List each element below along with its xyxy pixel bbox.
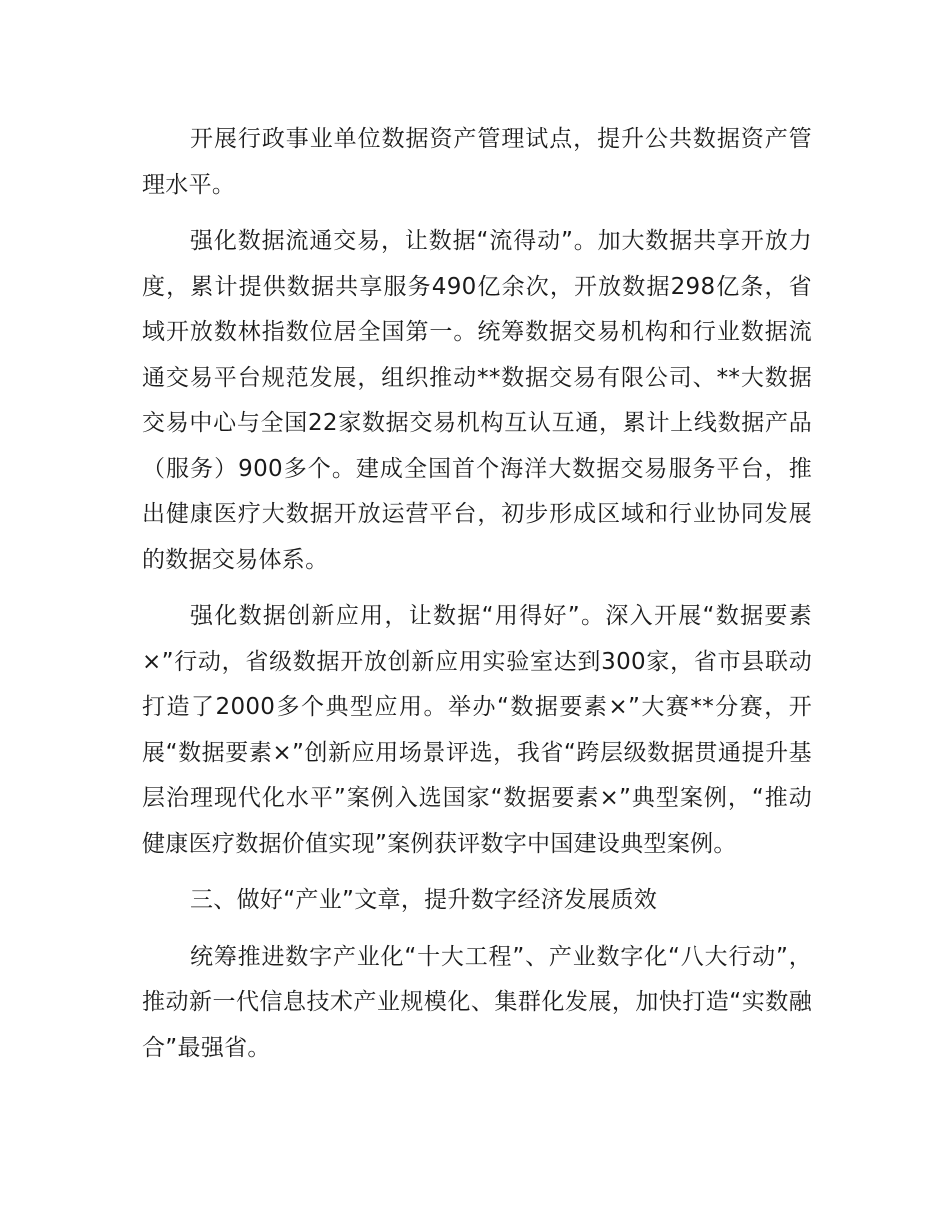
paragraph-data-innovation: 强化数据创新应用，让数据“用得好”。深入开展“数据要素×”行动，省级数据开放创新应用实验室达到300家，省市县联动打造了2000多个典型应用。举办“数据要素×”大赛**分赛，开展“数据要素×”创新应用场景评选，我省“跨层级数据贯通提升基层治理现代化水平”案例入选国家“数据要素×”典型案例，“推动健康医疗数据价值实现”案例获评数字中国建设典型案例。 [142, 603, 812, 857]
paragraph-industry: 统筹推进数字产业化“十大工程”、产业数字化“八大行动”，推动新一代信息技术产业规模化、集群化发展，加快打造“实数融合”最强省。 [142, 943, 812, 1061]
paragraph-data-circulation: 强化数据流通交易，让数据“流得动”。加大数据共享开放力度，累计提供数据共享服务490亿余次，开放数据298亿条，省域开放数林指数位居全国第一。统筹数据交易机构和行业数据流通交易平台规范发展，组织推动**数据交易有限公司、**大数据交易中心与全国22家数据交易机构互认互通，累计上线数据产品（服务）900多个。建成全国首个海洋大数据交易服务平台，推出健康医疗大数据开放运营平台，初步形成区域和行业协同发展的数据交易体系。 [142, 228, 812, 573]
document-body [142, 117, 812, 1082]
section-heading: 三、做好“产业”文章，提升数字经济发展质效 [190, 887, 658, 913]
paragraph-data-asset-pilot: 开展行政事业单位数据资产管理试点，提升公共数据资产管理水平。 [142, 126, 812, 198]
